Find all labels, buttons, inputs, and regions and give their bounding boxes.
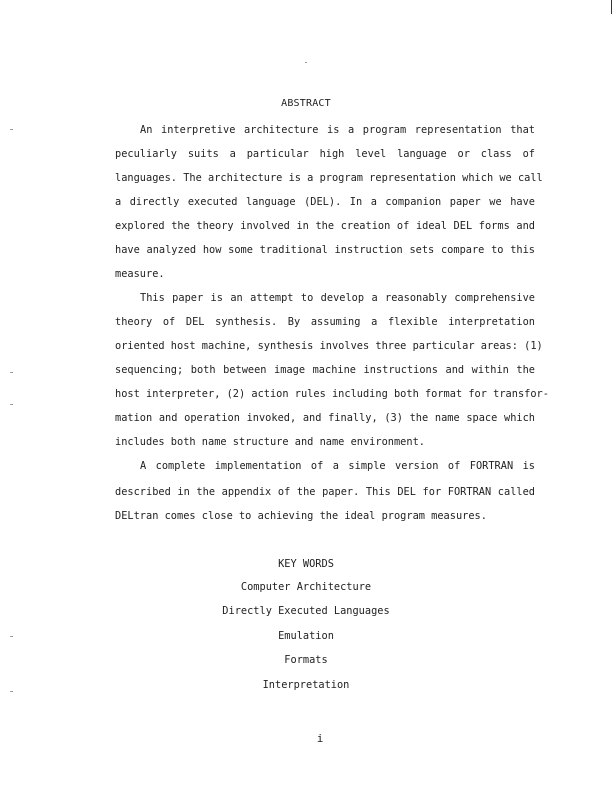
abstract-line: explored the theory involved in the creation of ideal DEL forms and <box>115 220 535 232</box>
keyword-item: Computer Architecture <box>240 581 372 593</box>
abstract-line: oriented host machine, synthesis involves three particular areas: (1) <box>115 340 543 352</box>
keywords-heading: KEY WORDS <box>278 558 334 570</box>
abstract-line: A complete implementation of a simple version of FORTRAN is <box>140 460 535 472</box>
scan-speck <box>305 62 307 63</box>
abstract-line: This paper is an attempt to develop a reasonably comprehensive <box>140 292 535 304</box>
page-number: i <box>316 732 324 745</box>
scan-speck <box>10 404 13 405</box>
abstract-line: sequencing; both between image machine instructions and within the <box>115 364 535 376</box>
abstract-line: mation and operation invoked, and finally, (3) the name space which <box>115 412 535 424</box>
keyword-item: Formats <box>284 654 328 666</box>
abstract-line: described in the appendix of the paper. This DEL for FORTRAN called <box>115 486 535 498</box>
scan-speck <box>10 129 13 130</box>
abstract-line: peculiarly suits a particular high level language or class of <box>115 148 535 160</box>
keyword-item: Directly Executed Languages <box>222 605 390 617</box>
abstract-heading: ABSTRACT <box>281 98 331 109</box>
scan-speck <box>10 372 13 373</box>
abstract-line: have analyzed how some traditional instruction sets compare to this <box>115 244 535 256</box>
abstract-line: host interpreter, (2) action rules including both format for transfor- <box>115 388 549 400</box>
abstract-line: An interpretive architecture is a program representation that <box>140 124 535 136</box>
keyword-item: Interpretation <box>262 679 350 691</box>
abstract-line: DELtran comes close to achieving the ideal program measures. <box>115 510 487 522</box>
abstract-line: measure. <box>115 268 165 280</box>
scan-speck <box>10 691 13 692</box>
keyword-item: Emulation <box>278 630 334 642</box>
abstract-line: a directly executed language (DEL). In a companion paper we have <box>115 196 535 208</box>
abstract-line: theory of DEL synthesis. By assuming a flexible interpretation <box>115 316 535 328</box>
abstract-line: languages. The architecture is a program representation which we call <box>115 172 543 184</box>
abstract-line: includes both name structure and name environment. <box>115 436 425 448</box>
